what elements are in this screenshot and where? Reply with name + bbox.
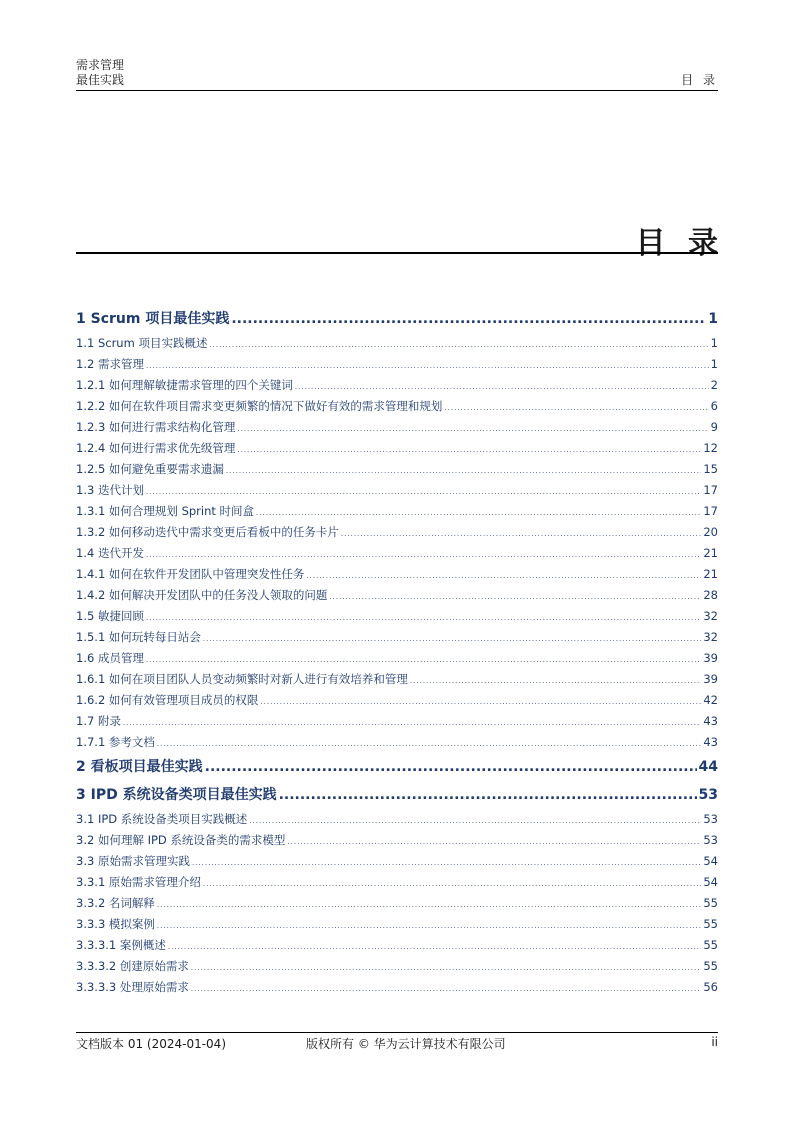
toc-entry-title: 1.2.3 如何进行需求结构化管理 bbox=[76, 420, 236, 434]
toc-entry-title: 3.3.3 模拟案例 bbox=[76, 917, 155, 931]
toc-entry-title: 3.3.1 原始需求管理介绍 bbox=[76, 875, 201, 889]
toc-dot-leader bbox=[157, 895, 701, 914]
toc-entry[interactable] bbox=[76, 305, 718, 333]
toc-entry[interactable] bbox=[76, 781, 718, 809]
page-header bbox=[76, 58, 718, 91]
toc-dot-leader bbox=[226, 461, 701, 480]
toc-dot-leader bbox=[157, 734, 701, 753]
toc-entry[interactable] bbox=[76, 585, 718, 606]
toc-dot-leader bbox=[256, 503, 701, 522]
toc-entry-title: 3.3.2 名词解释 bbox=[76, 896, 155, 910]
toc-entry-title: 1.3 迭代计划 bbox=[76, 483, 144, 497]
toc-entry[interactable] bbox=[76, 459, 718, 480]
toc-dot-leader bbox=[249, 811, 701, 830]
toc-entry-page: 1 bbox=[710, 336, 718, 350]
toc-entry[interactable] bbox=[76, 753, 718, 781]
toc-entry[interactable] bbox=[76, 375, 718, 396]
table-of-contents bbox=[76, 305, 718, 998]
toc-entry-page: 1 bbox=[710, 357, 718, 371]
toc-entry-title: 1.3.1 如何合理规划 Sprint 时间盒 bbox=[76, 504, 255, 518]
footer-version: 文档版本 01 (2024-01-04) bbox=[76, 1037, 227, 1051]
toc-entry-title: 2 看板项目最佳实践 bbox=[76, 759, 203, 775]
toc-entry-page: 42 bbox=[703, 693, 718, 707]
toc-entry-page: 1 bbox=[708, 311, 718, 327]
toc-entry-title: 1.3.2 如何移动迭代中需求变更后看板中的任务卡片 bbox=[76, 525, 339, 539]
toc-entry-title: 1.4 迭代开发 bbox=[76, 546, 144, 560]
toc-entry-page: 56 bbox=[703, 980, 718, 994]
toc-entry-page: 2 bbox=[710, 378, 718, 392]
footer-copyright: 版权所有 © 华为云计算技术有限公司 bbox=[306, 1037, 506, 1051]
toc-entry[interactable] bbox=[76, 501, 718, 522]
toc-entry[interactable] bbox=[76, 809, 718, 830]
toc-entry-title: 3.2 如何理解 IPD 系统设备类的需求模型 bbox=[76, 833, 286, 847]
toc-entry-title: 1.4.1 如何在软件开发团队中管理突发性任务 bbox=[76, 567, 305, 581]
toc-entry-title: 3.3.3.2 创建原始需求 bbox=[76, 959, 189, 973]
toc-entry-page: 44 bbox=[698, 759, 718, 775]
toc-entry-title: 1.7.1 参考文档 bbox=[76, 735, 155, 749]
toc-entry[interactable] bbox=[76, 732, 718, 753]
header-line-2: 最佳实践 bbox=[76, 73, 125, 87]
toc-entry-page: 9 bbox=[710, 420, 718, 434]
toc-entry-title: 1.4.2 如何解决开发团队中的任务没人领取的问题 bbox=[76, 588, 328, 602]
toc-entry-title: 1.2 需求管理 bbox=[76, 357, 144, 371]
toc-dot-leader bbox=[209, 335, 708, 354]
toc-dot-leader bbox=[146, 482, 701, 501]
toc-dot-leader bbox=[237, 440, 701, 459]
toc-entry-title: 1 Scrum 项目最佳实践 bbox=[76, 311, 230, 327]
toc-entry[interactable] bbox=[76, 935, 718, 956]
toc-entry-title: 1.2.5 如何避免重要需求遗漏 bbox=[76, 462, 224, 476]
toc-dot-leader bbox=[123, 713, 701, 732]
toc-entry-page: 55 bbox=[703, 917, 718, 931]
toc-entry-page: 28 bbox=[703, 588, 718, 602]
toc-dot-leader bbox=[231, 305, 706, 333]
toc-entry-title: 3.3.3.1 案例概述 bbox=[76, 938, 166, 952]
toc-entry[interactable] bbox=[76, 396, 718, 417]
toc-dot-leader bbox=[279, 781, 697, 809]
toc-dot-leader bbox=[306, 566, 701, 585]
toc-entry-page: 32 bbox=[703, 609, 718, 623]
toc-entry[interactable] bbox=[76, 354, 718, 375]
toc-entry-title: 1.5 敏捷回顾 bbox=[76, 609, 144, 623]
toc-entry-page: 54 bbox=[703, 875, 718, 889]
toc-dot-leader bbox=[260, 692, 701, 711]
toc-entry-page: 21 bbox=[703, 546, 718, 560]
toc-dot-leader bbox=[203, 629, 701, 648]
toc-entry-page: 53 bbox=[703, 812, 718, 826]
title-divider bbox=[76, 252, 718, 254]
toc-entry-title: 3.3 原始需求管理实践 bbox=[76, 854, 190, 868]
toc-entry[interactable] bbox=[76, 480, 718, 501]
toc-entry[interactable] bbox=[76, 522, 718, 543]
toc-dot-leader bbox=[192, 853, 701, 872]
toc-dot-leader bbox=[157, 916, 701, 935]
toc-entry-title: 1.2.2 如何在软件项目需求变更频繁的情况下做好有效的需求管理和规划 bbox=[76, 399, 443, 413]
toc-entry-title: 1.6.1 如何在项目团队人员变动频繁时对新人进行有效培养和管理 bbox=[76, 672, 408, 686]
toc-dot-leader bbox=[146, 356, 709, 375]
toc-entry[interactable] bbox=[76, 417, 718, 438]
toc-entry-title: 3 IPD 系统设备类项目最佳实践 bbox=[76, 787, 277, 803]
page-footer bbox=[76, 1032, 718, 1053]
header-section-label: 目 录 bbox=[681, 73, 718, 87]
header-doc-title bbox=[76, 58, 124, 88]
toc-entry-title: 1.5.1 如何玩转每日站会 bbox=[76, 630, 201, 644]
toc-entry[interactable] bbox=[76, 564, 718, 585]
toc-dot-leader bbox=[191, 958, 701, 977]
toc-entry-page: 55 bbox=[703, 896, 718, 910]
toc-entry[interactable] bbox=[76, 914, 718, 935]
toc-dot-leader bbox=[329, 587, 701, 606]
toc-entry[interactable] bbox=[76, 627, 718, 648]
toc-entry[interactable] bbox=[76, 977, 718, 998]
toc-entry[interactable] bbox=[76, 669, 718, 690]
toc-dot-leader bbox=[205, 753, 697, 781]
toc-entry[interactable] bbox=[76, 830, 718, 851]
toc-dot-leader bbox=[341, 524, 701, 543]
toc-entry-page: 15 bbox=[703, 462, 718, 476]
toc-entry[interactable] bbox=[76, 648, 718, 669]
toc-entry[interactable] bbox=[76, 851, 718, 872]
toc-entry-title: 1.7 附录 bbox=[76, 714, 121, 728]
toc-entry[interactable] bbox=[76, 543, 718, 564]
toc-dot-leader bbox=[287, 832, 701, 851]
page-title: 目 录 bbox=[635, 226, 724, 261]
toc-entry[interactable] bbox=[76, 606, 718, 627]
toc-entry-title: 1.6 成员管理 bbox=[76, 651, 144, 665]
toc-entry-page: 12 bbox=[703, 441, 718, 455]
toc-dot-leader bbox=[203, 874, 701, 893]
toc-entry-page: 53 bbox=[703, 833, 718, 847]
toc-entry-page: 54 bbox=[703, 854, 718, 868]
toc-entry-page: 6 bbox=[710, 399, 718, 413]
toc-entry-page: 17 bbox=[703, 483, 718, 497]
toc-entry-title: 1.2.1 如何理解敏捷需求管理的四个关键词 bbox=[76, 378, 293, 392]
toc-entry-title: 3.1 IPD 系统设备类项目实践概述 bbox=[76, 812, 248, 826]
toc-dot-leader bbox=[237, 419, 708, 438]
toc-entry-page: 39 bbox=[703, 651, 718, 665]
toc-entry-title: 1.1 Scrum 项目实践概述 bbox=[76, 336, 208, 350]
toc-dot-leader bbox=[168, 937, 701, 956]
header-line-1: 需求管理 bbox=[76, 58, 125, 72]
toc-entry[interactable] bbox=[76, 872, 718, 893]
toc-entry-page: 53 bbox=[698, 787, 718, 803]
toc-entry-page: 17 bbox=[703, 504, 718, 518]
toc-entry-page: 55 bbox=[703, 959, 718, 973]
footer-page-number: ii bbox=[711, 1035, 718, 1049]
toc-entry[interactable] bbox=[76, 956, 718, 977]
toc-dot-leader bbox=[191, 979, 701, 998]
toc-entry[interactable] bbox=[76, 711, 718, 732]
toc-dot-leader bbox=[146, 545, 701, 564]
toc-entry[interactable] bbox=[76, 438, 718, 459]
toc-dot-leader bbox=[146, 608, 701, 627]
toc-entry-title: 1.2.4 如何进行需求优先级管理 bbox=[76, 441, 236, 455]
toc-entry-page: 20 bbox=[703, 525, 718, 539]
toc-entry-page: 32 bbox=[703, 630, 718, 644]
toc-entry-page: 39 bbox=[703, 672, 718, 686]
toc-entry[interactable] bbox=[76, 333, 718, 354]
toc-entry-title: 3.3.3.3 处理原始需求 bbox=[76, 980, 189, 994]
toc-entry-page: 21 bbox=[703, 567, 718, 581]
toc-dot-leader bbox=[295, 377, 709, 396]
toc-dot-leader bbox=[410, 671, 701, 690]
toc-entry-page: 55 bbox=[703, 938, 718, 952]
toc-entry-page: 43 bbox=[703, 735, 718, 749]
toc-entry[interactable] bbox=[76, 893, 718, 914]
toc-entry-page: 43 bbox=[703, 714, 718, 728]
toc-entry[interactable] bbox=[76, 690, 718, 711]
toc-dot-leader bbox=[444, 398, 708, 417]
toc-dot-leader bbox=[146, 650, 701, 669]
toc-entry-title: 1.6.2 如何有效管理项目成员的权限 bbox=[76, 693, 259, 707]
